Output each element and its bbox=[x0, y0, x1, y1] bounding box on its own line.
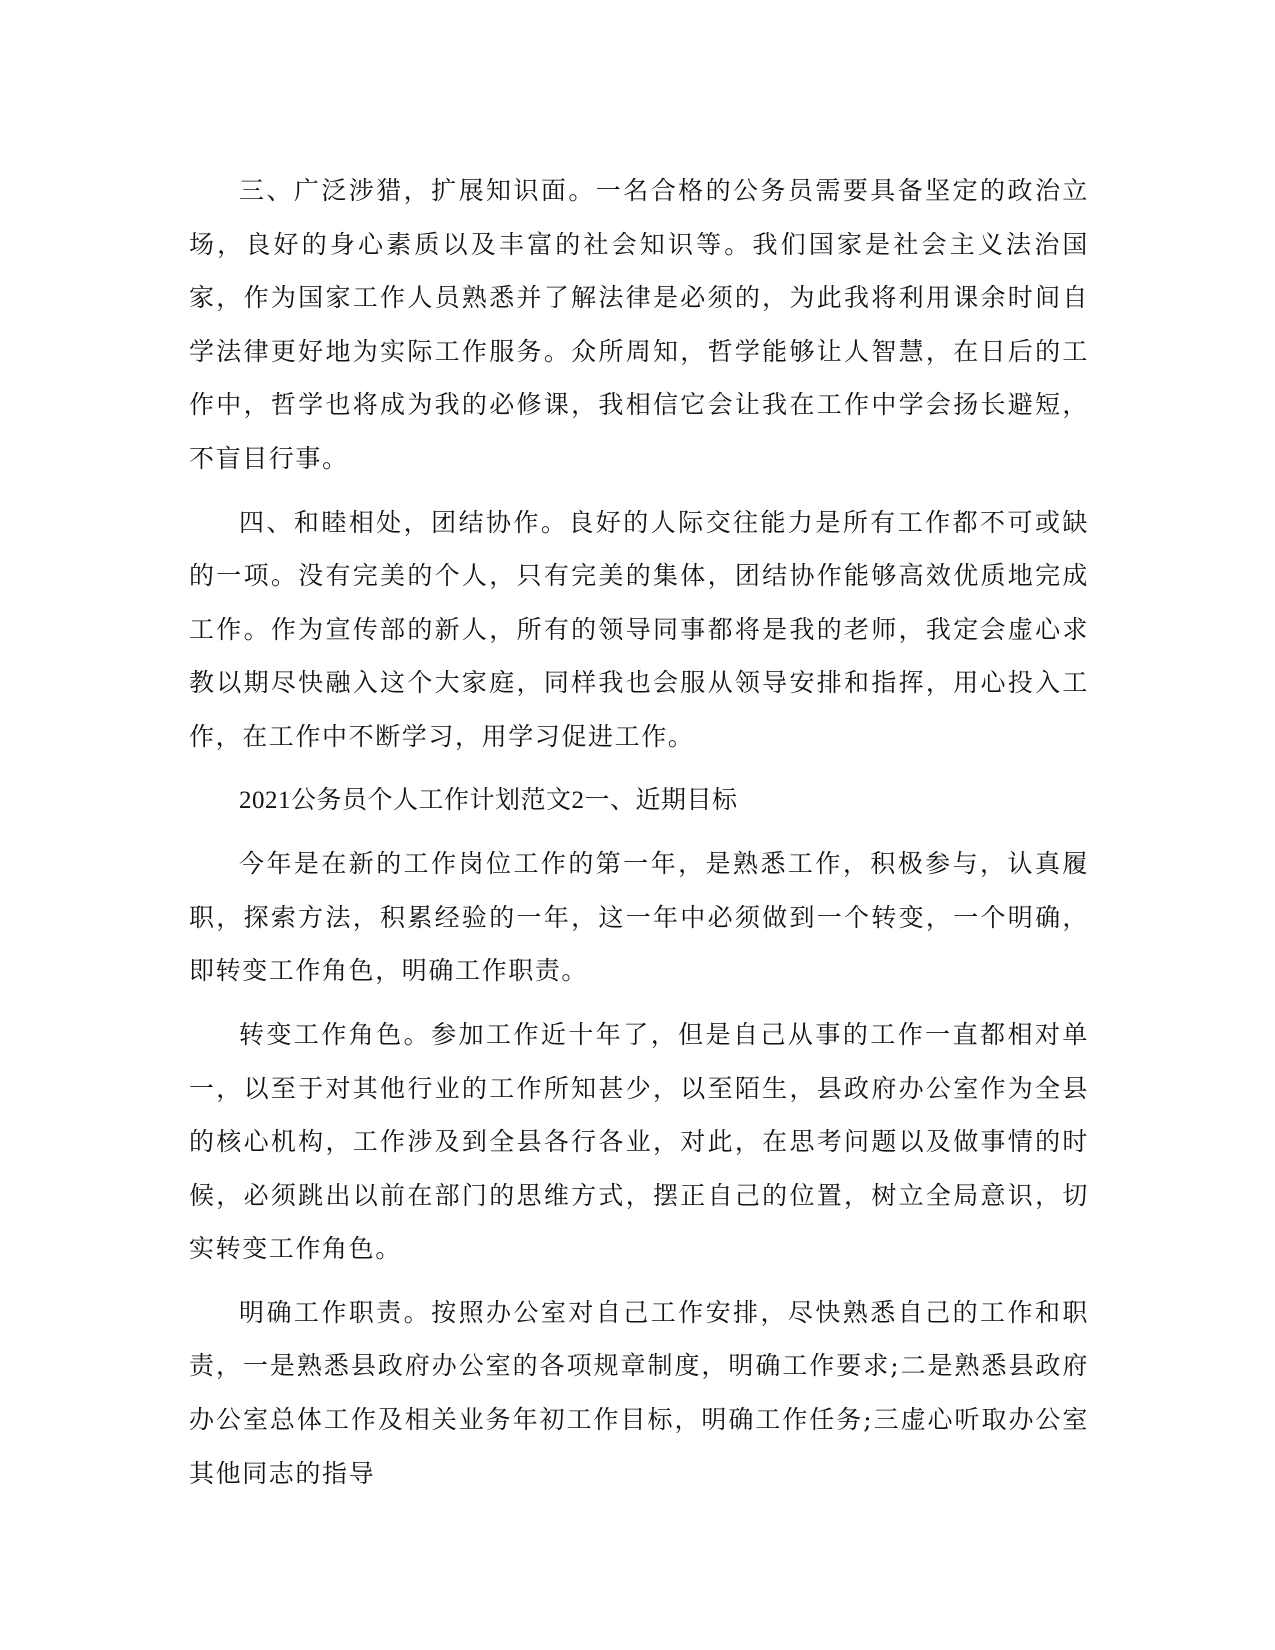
paragraph-change-role: 转变工作角色。参加工作近十年了，但是自己从事的工作一直都相对单一，以至于对其他行业的工作所知甚少，以至陌生，县政府办公室作为全县的核心机构，工作涉及到全县各行各业，对此，在思考问题以及做事情的时候，必须跳出以前在部门的思维方式，摆正自己的位置，树立全局意识，切实转变工作角色。 bbox=[189, 1019, 1089, 1264]
section-heading: 2021公务员个人工作计划范文2一、近期目标 bbox=[239, 786, 738, 814]
paragraph-clarify-duties: 明确工作职责。按照办公室对自己工作安排，尽快熟悉自己的工作和职责，一是熟悉县政府办公室的各项规章制度，明确工作要求;二是熟悉县政府办公室总体工作及相关业务年初工作目标，明确工作任务;三虚心听取办公室其他同志的指导 bbox=[189, 1297, 1089, 1488]
paragraph-section-four: 四、和睦相处，团结协作。良好的人际交往能力是所有工作都不可或缺的一项。没有完美的个人，只有完美的集体，团结协作能够高效优质地完成工作。作为宣传部的新人，所有的领导同事都将是我的老师，我定会虚心求教以期尽快融入这个大家庭，同样我也会服从领导安排和指挥，用心投入工作，在工作中不断学习，用学习促进工作。 bbox=[189, 507, 1089, 751]
paragraph-section-three: 三、广泛涉猎，扩展知识面。一名合格的公务员需要具备坚定的政治立场，良好的身心素质以及丰富的社会知识等。我们国家是社会主义法治国家，作为国家工作人员熟悉并了解法律是必须的，为此我将利用课余时间自学法律更好地为实际工作服务。众所周知，哲学能够让人智慧，在日后的工作中，哲学也将成为我的必修课，我相信它会让我在工作中学会扬长避短，不盲目行事。 bbox=[189, 176, 1089, 473]
paragraph-first-year: 今年是在新的工作岗位工作的第一年，是熟悉工作，积极参与，认真履职，探索方法，积累经验的一年，这一年中必须做到一个转变，一个明确，即转变工作角色，明确工作职责。 bbox=[189, 849, 1089, 986]
document-body bbox=[189, 164, 1089, 1500]
